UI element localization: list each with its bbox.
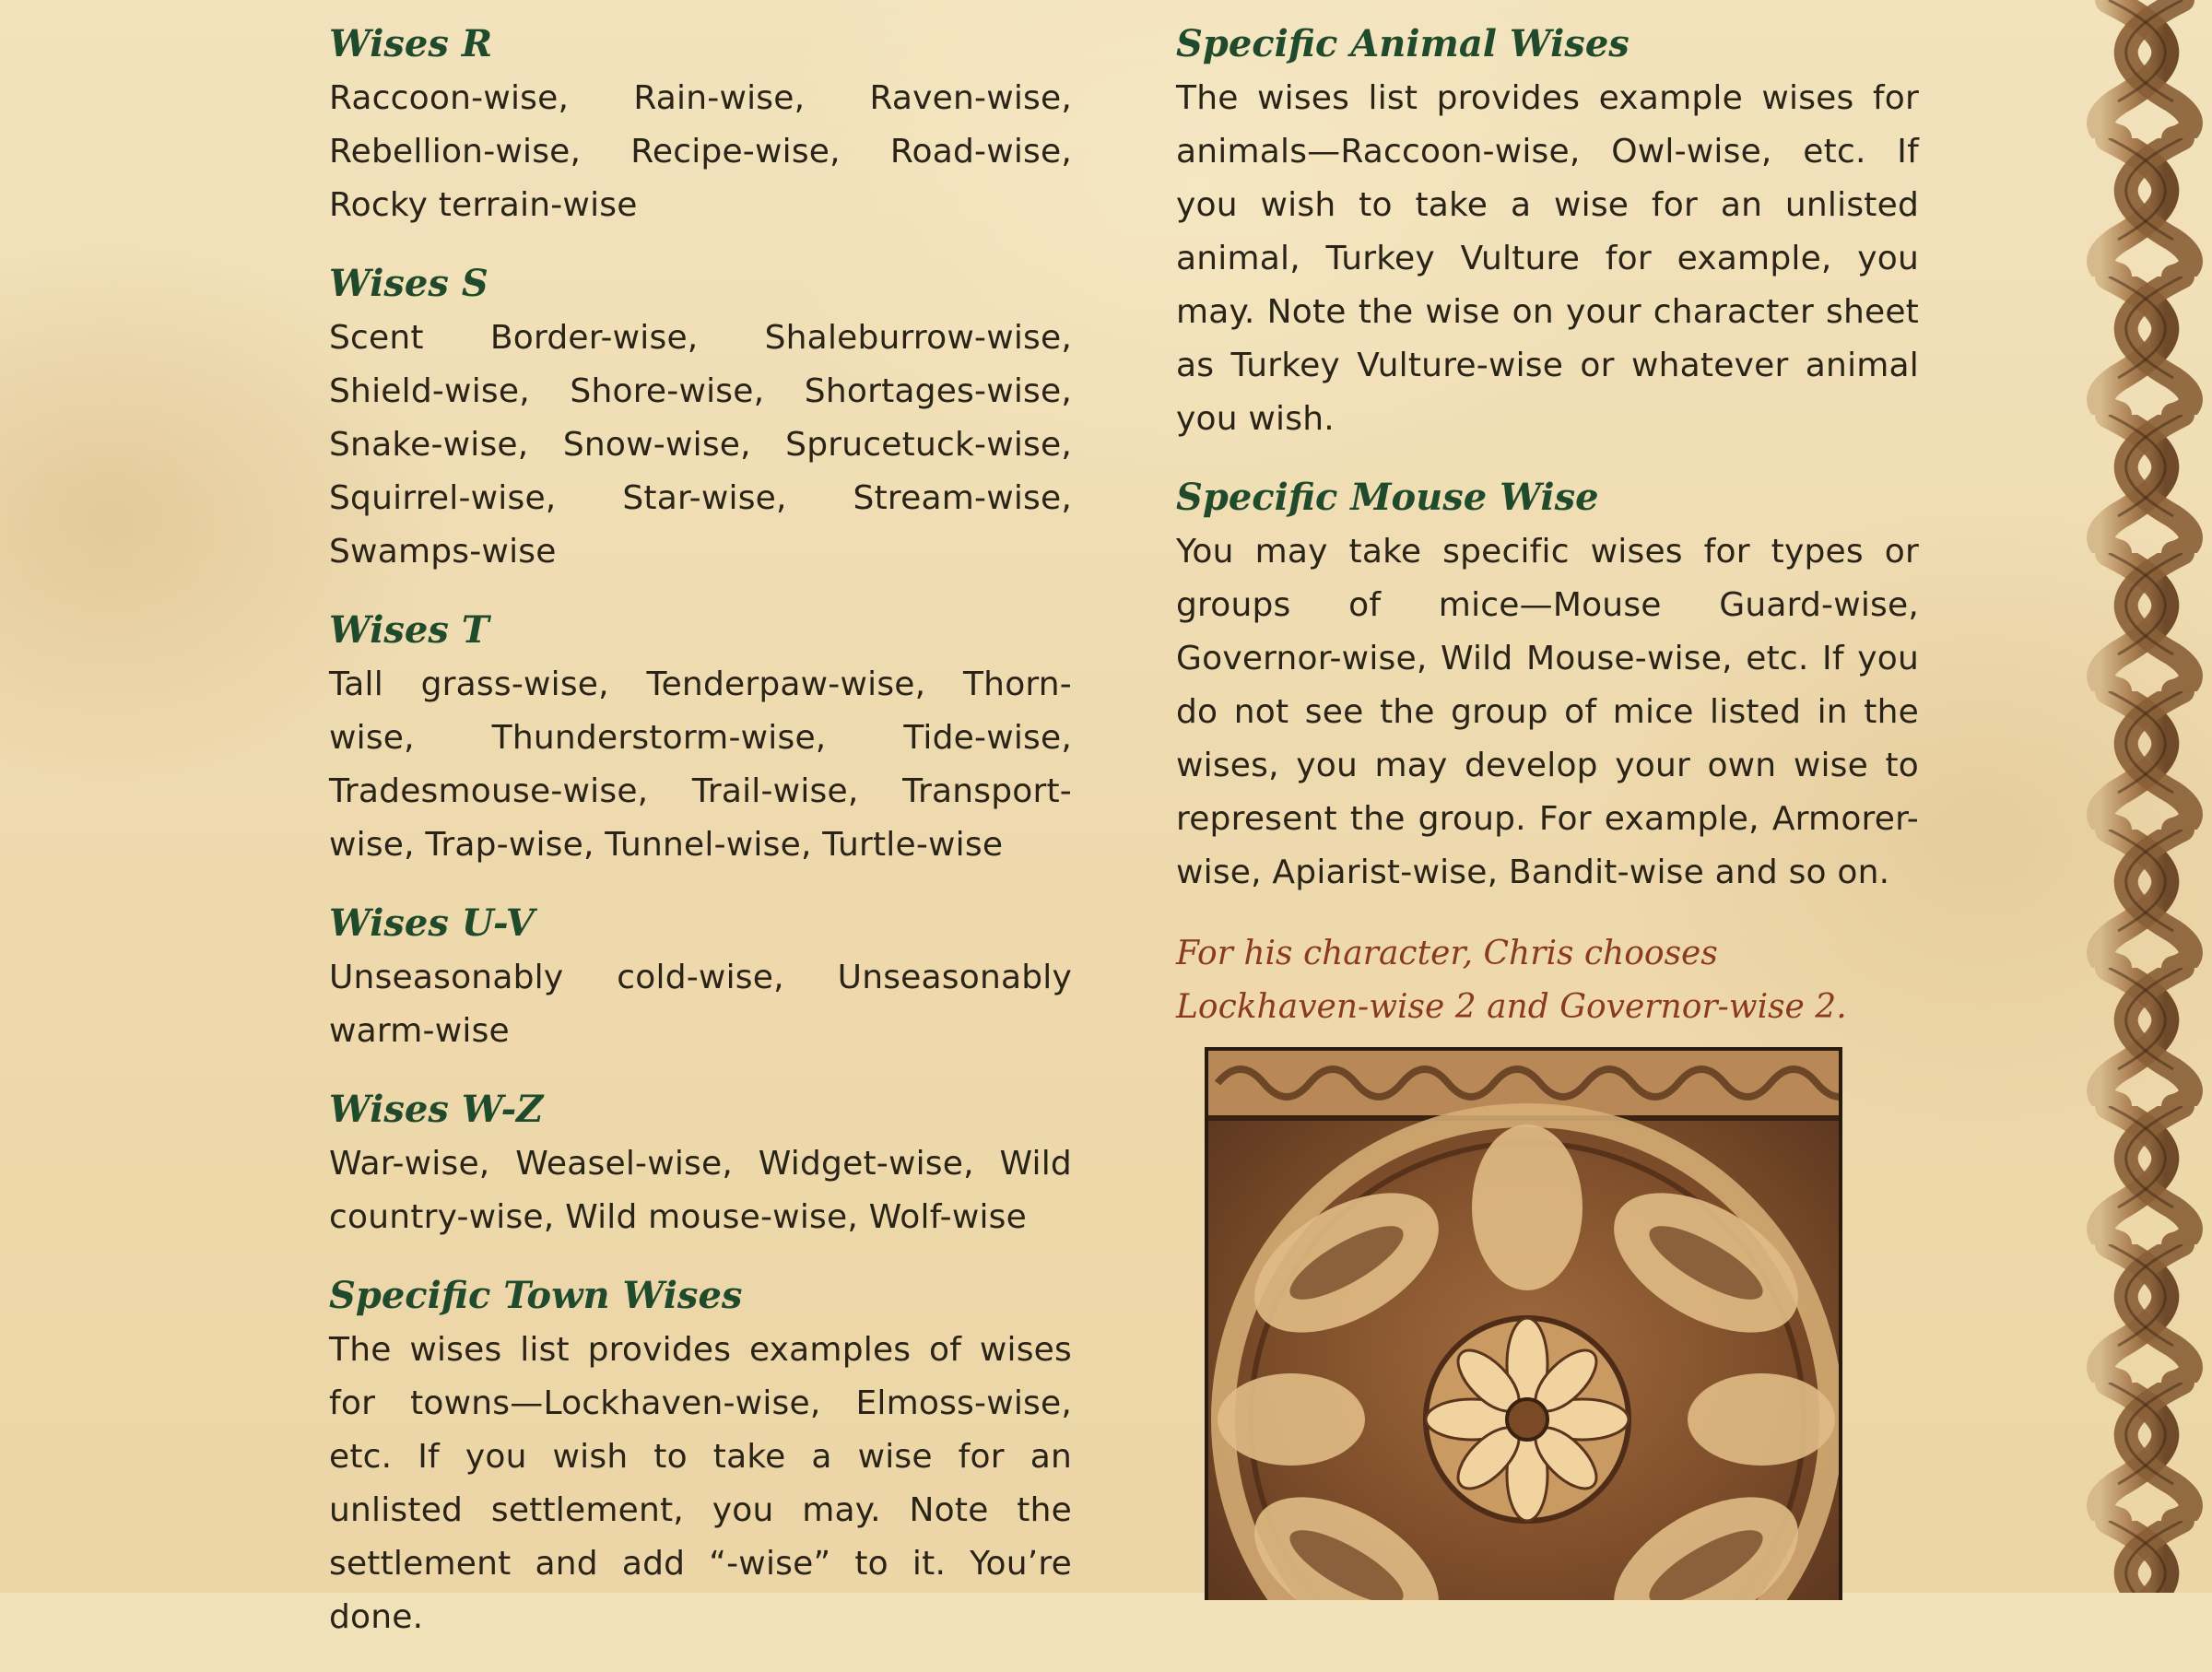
section-heading-wises-t: Wises T: [329, 608, 489, 652]
left-column: [329, 20, 1072, 1672]
section-heading-specific-animal-wises: Specific Animal Wises: [1176, 22, 1630, 65]
section-heading-specific-town-wises: Specific Town Wises: [329, 1274, 743, 1317]
section-text-specific-town-wises: The wises list provides examples of wises for towns—Lockhaven-wise, Elmoss-wise, etc. If you wish to take a wise for an unlisted settlement, you may. Note the settlement and add “-wise” to it. You’re done.: [329, 1331, 1072, 1636]
section-heading-wises-r: Wises R: [329, 22, 493, 65]
section-text-specific-mouse-wise: You may take specific wises for types or groups of mice—Mouse Guard-wise, Governor-wise, Wild Mouse-wise, etc. If you do not see the group of mice listed in the wises, you may develop your own wise to represent the group. For example, Armorer-wise, Apiarist-wise, Bandit-wise and so on.: [1176, 533, 1919, 891]
section-text-wises-t: Tall grass-wise, Tenderpaw-wise, Thorn-wise, Thunderstorm-wise, Tide-wise, Tradesmouse-wise, Trail-wise, Transport-wise, Trap-wise, Tunnel-wise, Turtle-wise: [329, 665, 1072, 864]
section-text-specific-animal-wises: The wises list provides example wises for animals—Raccoon-wise, Owl-wise, etc. If you wish to take a wise for an unlisted animal, Turkey Vulture for example, you may. Note the wise on your character sheet as Turkey Vulture-wise or whatever animal you wish.: [1176, 79, 1919, 438]
section-heading-wises-s: Wises S: [329, 262, 488, 305]
section-text-wises-w-z: War-wise, Weasel-wise, Widget-wise, Wild country-wise, Wild mouse-wise, Wolf-wise: [329, 1145, 1072, 1236]
ornament-image: [1205, 1047, 1842, 1600]
braided-border: [2081, 0, 2212, 1593]
right-column: [1176, 20, 1919, 1034]
section-text-wises-u-v: Unseasonably cold-wise, Unseasonably warm-wise: [329, 959, 1072, 1050]
example-callout: For his character, Chris chooses Lockhaven-wise 2 and Governor-wise 2.: [1176, 935, 1847, 1026]
section-text-wises-s: Scent Border-wise, Shaleburrow-wise, Shield-wise, Shore-wise, Shortages-wise, Snake-wise, Snow-wise, Sprucetuck-wise, Squirrel-wise, Star-wise, Stream-wise, Swamps-wise: [329, 319, 1072, 571]
section-heading-specific-mouse-wise: Specific Mouse Wise: [1176, 476, 1599, 519]
section-heading-wises-u-v: Wises U-V: [329, 901, 535, 945]
section-text-wises-r: Raccoon-wise, Rain-wise, Raven-wise, Rebellion-wise, Recipe-wise, Road-wise, Rocky terrain-wise: [329, 79, 1072, 224]
section-heading-wises-w-z: Wises W-Z: [329, 1088, 544, 1131]
